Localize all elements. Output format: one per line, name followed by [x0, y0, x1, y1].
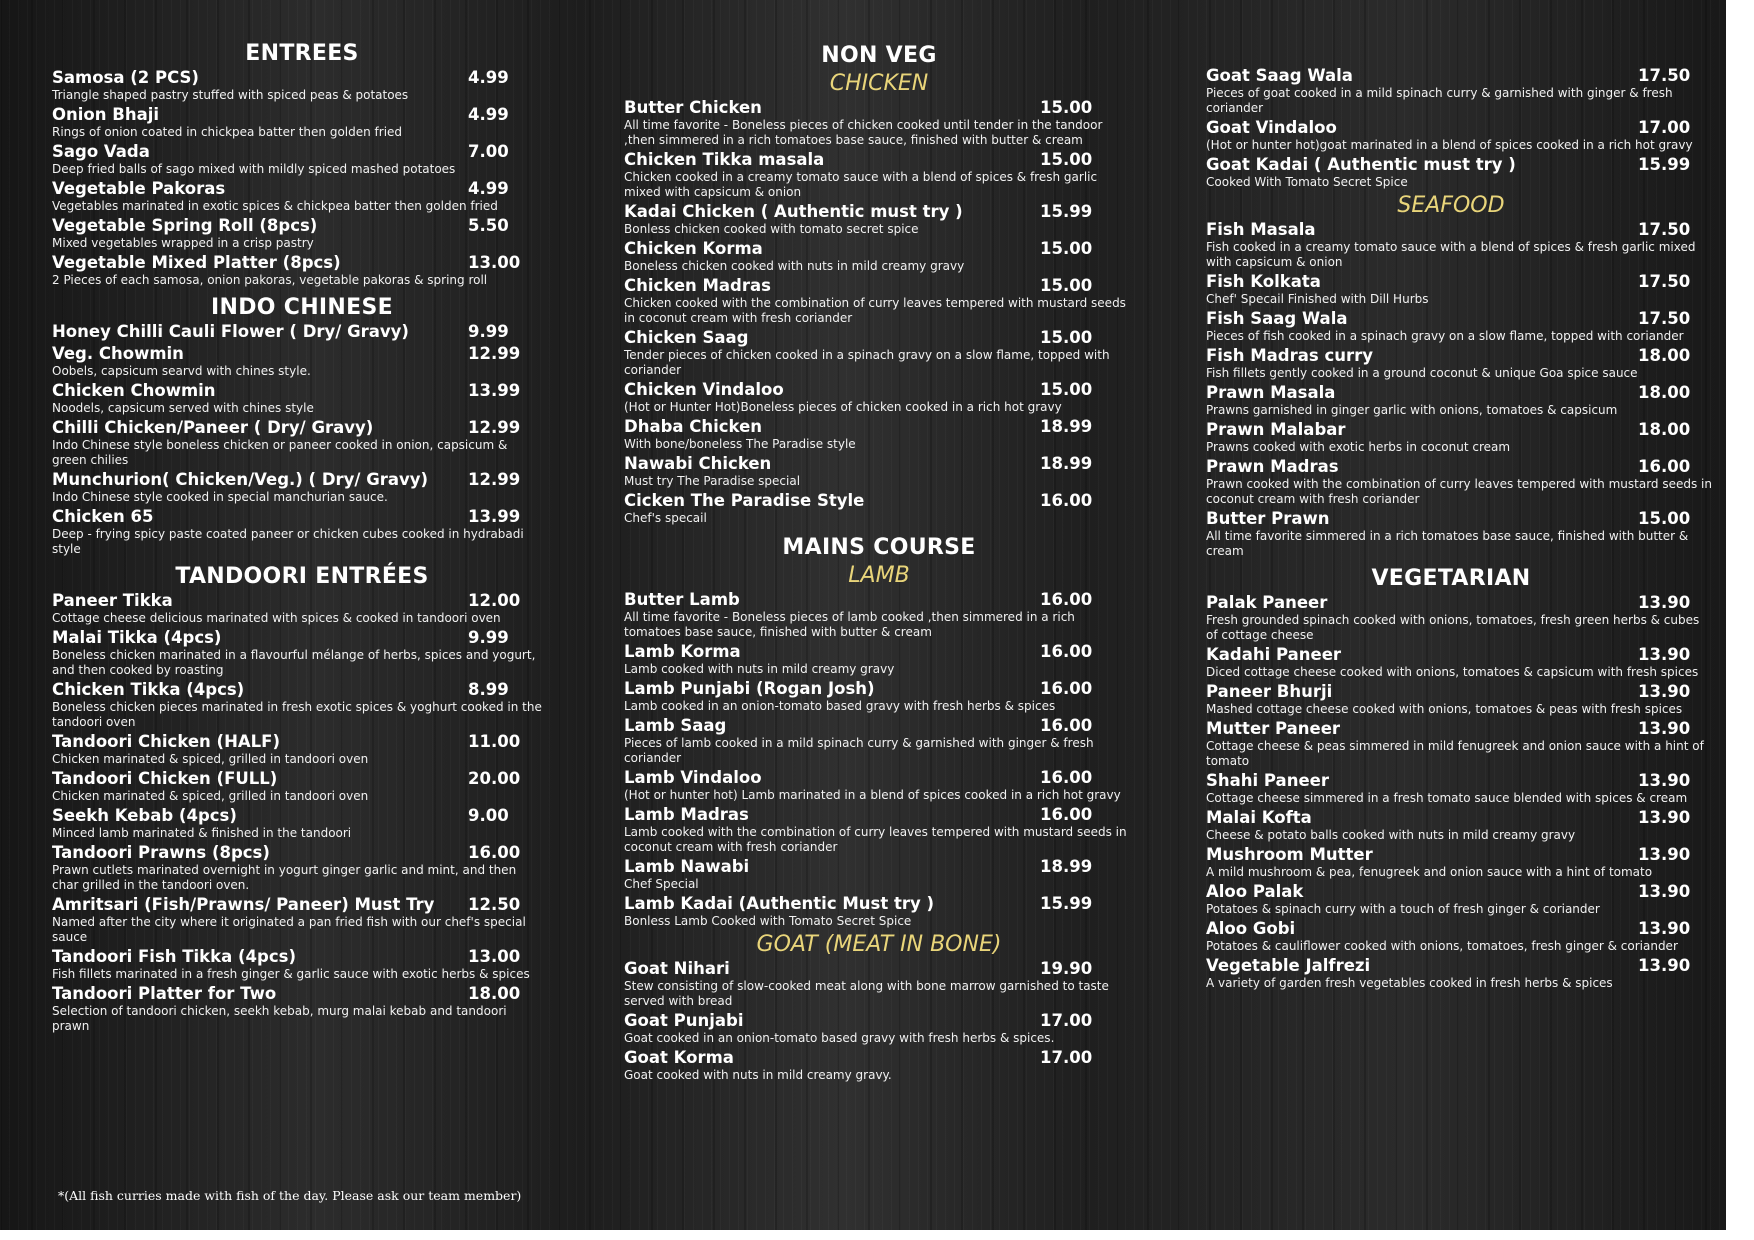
menu-item-name: Chicken Tikka (4pcs) [52, 680, 245, 699]
menu-item [1206, 956, 1716, 991]
menu-item-name: Seekh Kebab (4pcs) [52, 806, 237, 825]
menu-item-price: 13.90 [1638, 845, 1691, 864]
menu-item-price: 15.00 [1040, 150, 1093, 169]
menu-item-description: Deep fried balls of sago mixed with mildly spiced mashed potatoes [52, 162, 456, 176]
menu-item-name: Prawn Masala [1206, 383, 1336, 402]
menu-item [52, 895, 552, 945]
menu-item [52, 984, 552, 1034]
menu-item-price: 15.00 [1040, 380, 1093, 399]
menu-item-description: Indo Chinese style cooked in special manchurian sauce. [52, 490, 388, 504]
menu-item-name: Tandoori Chicken (FULL) [52, 769, 278, 788]
menu-item-description: Boneless chicken cooked with nuts in mild creamy gravy [624, 259, 965, 273]
menu-item-name: Chicken Tikka masala [624, 150, 825, 169]
menu-item-name: Nawabi Chicken [624, 454, 772, 473]
menu-item-price: 13.99 [468, 507, 521, 526]
menu-item-price: 18.99 [1040, 454, 1093, 473]
menu-item-price: 16.00 [1040, 642, 1093, 661]
section-title-indo-chinese: INDO CHINESE [211, 295, 393, 320]
menu-column-1 [52, 40, 552, 1036]
menu-item-description: Chicken marinated & spiced, grilled in tandoori oven [52, 752, 369, 766]
menu-item [1206, 808, 1716, 843]
section-title-non-veg: NON VEG [821, 43, 937, 68]
menu-item [624, 239, 1144, 274]
menu-item-description: Mixed vegetables wrapped in a crisp pastry [52, 236, 314, 250]
menu-item-name: Dhaba Chicken [624, 417, 763, 436]
menu-item-name: Aloo Palak [1206, 882, 1304, 901]
menu-item-name: Lamb Vindaloo [624, 768, 762, 787]
menu-item [52, 105, 552, 140]
menu-item-description: Cottage cheese delicious marinated with spices & cooked in tandoori oven [52, 611, 501, 625]
menu-item-price: 16.00 [468, 843, 521, 862]
menu-item-description: A variety of garden fresh vegetables cooked in fresh herbs & spices [1206, 976, 1613, 990]
menu-item-price: 12.99 [468, 344, 521, 363]
menu-item [624, 716, 1144, 766]
menu-item-description: Named after the city where it originated a pan fried fish with our chef's special sauce [52, 915, 526, 944]
page-margin-right [1726, 0, 1754, 1240]
menu-item-name: Malai Kofta [1206, 808, 1312, 827]
menu-item-name: Fish Saag Wala [1206, 309, 1348, 328]
menu-item-price: 4.99 [468, 105, 509, 124]
menu-item-description: Fish cooked in a creamy tomato sauce with a blend of spices & fresh garlic mixed with capsicum & onion [1206, 240, 1696, 269]
menu-item-price: 18.00 [1638, 346, 1691, 365]
menu-item-price: 16.00 [1638, 457, 1691, 476]
menu-item-name: Chicken Madras [624, 276, 771, 295]
menu-item [624, 679, 1144, 714]
menu-item [624, 98, 1144, 148]
menu-item-name: Amritsari (Fish/Prawns/ Paneer) Must Try [52, 895, 435, 914]
menu-item [52, 142, 552, 177]
menu-item-description: Diced cottage cheese cooked with onions, tomatoes & capsicum with fresh spices [1206, 665, 1699, 679]
menu-item-name: Veg. Chowmin [52, 344, 184, 363]
menu-item-description: Selection of tandoori chicken, seekh kebab, murg malai kebab and tandoori prawn [52, 1004, 507, 1033]
menu-item [624, 590, 1144, 640]
menu-item-description: Triangle shaped pastry stuffed with spiced peas & potatoes [52, 88, 409, 102]
menu-item-description: Noodels, capsicum served with chines style [52, 401, 314, 415]
menu-item-description: Boneless chicken marinated in a flavourful mélange of herbs, spices and yogurt, and then cooked by roasting [52, 648, 536, 677]
menu-item-description: Chicken cooked in a creamy tomato sauce with a blend of spices & fresh garlic mixed with capsicum & onion [624, 170, 1098, 199]
menu-item-price: 9.99 [468, 322, 509, 341]
menu-item [1206, 919, 1716, 954]
menu-item [52, 628, 552, 678]
menu-item-description: Prawn cutlets marinated overnight in yogurt ginger garlic and mint, and then char grilled in the tandoori oven. [52, 863, 517, 892]
menu-item-price: 16.00 [1040, 679, 1093, 698]
menu-item-description: Must try The Paradise special [624, 474, 801, 488]
menu-item [624, 491, 1144, 526]
menu-item-name: Kadai Chicken ( Authentic must try ) [624, 202, 963, 221]
menu-item [624, 1048, 1144, 1083]
menu-item-price: 9.99 [468, 628, 509, 647]
menu-column-2 [624, 42, 1144, 1085]
menu-item-name: Vegetable Spring Roll (8pcs) [52, 216, 318, 235]
menu-item-price: 16.00 [1040, 805, 1093, 824]
menu-item [1206, 155, 1716, 190]
menu-item-price: 13.90 [1638, 882, 1691, 901]
menu-item-description: All time favorite - Boneless pieces of lamb cooked ,then simmered in a rich tomatoes base sauce, finished with butter & cream [624, 610, 1075, 639]
menu-item-price: 15.99 [1040, 894, 1093, 913]
menu-item-description: Prawns cooked with exotic herbs in coconut cream [1206, 440, 1511, 454]
menu-item-price: 15.00 [1040, 276, 1093, 295]
menu-item [52, 470, 552, 505]
menu-item-description: Prawns garnished in ginger garlic with onions, tomatoes & capsicum [1206, 403, 1618, 417]
menu-item [1206, 272, 1716, 307]
menu-item-name: Tandoori Prawns (8pcs) [52, 843, 270, 862]
menu-item-price: 17.00 [1638, 118, 1691, 137]
menu-item-name: Chicken Korma [624, 239, 763, 258]
menu-item-description: Cooked With Tomato Secret Spice [1206, 175, 1408, 189]
menu-item-description: Boneless chicken pieces marinated in fresh exotic spices & yoghurt cooked in the tandoori oven [52, 700, 542, 729]
menu-item-name: Shahi Paneer [1206, 771, 1329, 790]
menu-item [624, 454, 1144, 489]
menu-item [52, 381, 552, 416]
menu-item-price: 13.99 [468, 381, 521, 400]
menu-item-description: Prawn cooked with the combination of curry leaves tempered with mustard seeds in coconut cream with fresh coriander [1206, 477, 1712, 506]
menu-item [624, 1011, 1144, 1046]
menu-item-name: Goat Korma [624, 1048, 734, 1067]
menu-item-price: 4.99 [468, 68, 509, 87]
menu-item-description: All time favorite simmered in a rich tomatoes base sauce, finished with butter & cream [1206, 529, 1689, 558]
menu-item-description: A mild mushroom & pea, fenugreek and onion sauce with a hint of tomato [1206, 865, 1653, 879]
menu-item-price: 17.50 [1638, 66, 1691, 85]
menu-item-description: Bonless chicken cooked with tomato secret spice [624, 222, 919, 236]
menu-item-name: Vegetable Pakoras [52, 179, 226, 198]
menu-item-description: 2 Pieces of each samosa, onion pakoras, vegetable pakoras & spring roll [52, 273, 488, 287]
menu-item-name: Honey Chilli Cauli Flower ( Dry/ Gravy) [52, 322, 409, 341]
menu-item-name: Aloo Gobi [1206, 919, 1296, 938]
menu-item-description: Oobels, capsicum searvd with chines style. [52, 364, 311, 378]
menu-item-name: Chilli Chicken/Paneer ( Dry/ Gravy) [52, 418, 374, 437]
menu-item-price: 12.99 [468, 470, 521, 489]
section-title-lamb: LAMB [848, 563, 910, 588]
menu-item-description: Goat cooked in an onion-tomato based gravy with fresh herbs & spices. [624, 1031, 1055, 1045]
menu-item-name: Malai Tikka (4pcs) [52, 628, 222, 647]
menu-item-name: Chicken Saag [624, 328, 749, 347]
menu-item-name: Mutter Paneer [1206, 719, 1341, 738]
menu-item-price: 18.00 [1638, 420, 1691, 439]
menu-item [1206, 845, 1716, 880]
menu-item [52, 322, 552, 342]
menu-item-name: Tandoori Platter for Two [52, 984, 277, 1003]
menu-item-name: Goat Saag Wala [1206, 66, 1353, 85]
menu-item [52, 732, 552, 767]
menu-item [52, 507, 552, 557]
menu-item-description: Chef Special [624, 877, 699, 891]
menu-item-name: Chicken 65 [52, 507, 154, 526]
menu-item-price: 12.00 [468, 591, 521, 610]
menu-item [1206, 220, 1716, 270]
menu-item-name: Palak Paneer [1206, 593, 1328, 612]
menu-item [624, 959, 1144, 1009]
menu-item-name: Goat Punjabi [624, 1011, 744, 1030]
menu-item-price: 17.50 [1638, 309, 1691, 328]
menu-item-price: 13.90 [1638, 956, 1691, 975]
section-title-chicken: CHICKEN [829, 71, 929, 96]
menu-item-description: Pieces of lamb cooked in a mild spinach curry & garnished with ginger & fresh coriander [624, 736, 1094, 765]
menu-item-price: 5.50 [468, 216, 509, 235]
menu-item-price: 15.99 [1040, 202, 1093, 221]
menu-item-description: Chicken marinated & spiced, grilled in tandoori oven [52, 789, 369, 803]
menu-item [1206, 645, 1716, 680]
menu-item [52, 947, 552, 982]
menu-item-name: Mushroom Mutter [1206, 845, 1373, 864]
menu-item [1206, 309, 1716, 344]
menu-item-name: Fish Kolkata [1206, 272, 1321, 291]
menu-item-price: 15.99 [1638, 155, 1691, 174]
menu-item-description: Pieces of goat cooked in a mild spinach curry & garnished with ginger & fresh coriander [1206, 86, 1673, 115]
menu-item-description: All time favorite - Boneless pieces of chicken cooked until tender in the tandoor ,then simmered in a rich tomatoes base sauce, finished with butter & cream [624, 118, 1103, 147]
menu-item-name: Onion Bhaji [52, 105, 160, 124]
menu-item [1206, 509, 1716, 559]
menu-item-description: Cottage cheese & peas simmered in mild fenugreek and onion sauce with a hint of tomato [1206, 739, 1704, 768]
menu-item [624, 150, 1144, 200]
menu-item-name: Lamb Korma [624, 642, 741, 661]
menu-item-price: 9.00 [468, 806, 509, 825]
menu-item-price: 18.00 [468, 984, 521, 1003]
menu-item-name: Lamb Kadai (Authentic Must try ) [624, 894, 935, 913]
menu-item-name: Butter Lamb [624, 590, 740, 609]
menu-item [1206, 346, 1716, 381]
menu-item [1206, 771, 1716, 806]
menu-item-name: Goat Kadai ( Authentic must try ) [1206, 155, 1516, 174]
menu-item [624, 380, 1144, 415]
menu-item-description: (Hot or Hunter Hot)Boneless pieces of chicken cooked in a rich hot gravy [624, 400, 1062, 414]
menu-item-description: Chef' Specail Finished with Dill Hurbs [1206, 292, 1429, 306]
menu-item-description: Lamb cooked with nuts in mild creamy gravy [624, 662, 895, 676]
menu-item-price: 16.00 [1040, 590, 1093, 609]
menu-item-name: Munchurion( Chicken/Veg.) ( Dry/ Gravy) [52, 470, 429, 489]
menu-item-price: 13.90 [1638, 682, 1691, 701]
menu-item-description: Indo Chinese style boneless chicken or paneer cooked in onion, capsicum & green chilies [52, 438, 508, 467]
menu-item [52, 806, 552, 841]
menu-item-name: Paneer Bhurji [1206, 682, 1333, 701]
menu-item-description: Chicken cooked with the combination of curry leaves tempered with mustard seeds in coconut cream with fresh coriander [624, 296, 1126, 325]
menu-item-price: 13.90 [1638, 771, 1691, 790]
menu-item-name: Goat Nihari [624, 959, 730, 978]
menu-column-3 [1206, 66, 1716, 993]
menu-item [52, 843, 552, 893]
menu-item-description: Fish fillets gently cooked in a ground coconut & unique Goa spice sauce [1206, 366, 1638, 380]
menu-item-name: Chicken Vindaloo [624, 380, 784, 399]
menu-item-description: Vegetables marinated in exotic spices & chickpea batter then golden fried [52, 199, 498, 213]
menu-item-description: Potatoes & spinach curry with a touch of fresh ginger & coriander [1206, 902, 1600, 916]
menu-item-description: Rings of onion coated in chickpea batter then golden fried [52, 125, 403, 139]
menu-item [624, 202, 1144, 237]
menu-item-price: 13.90 [1638, 719, 1691, 738]
menu-item-description: Pieces of fish cooked in a spinach gravy on a slow flame, topped with coriander [1206, 329, 1684, 343]
menu-item-price: 13.90 [1638, 645, 1691, 664]
menu-item [1206, 457, 1716, 507]
menu-item-price: 20.00 [468, 769, 521, 788]
menu-item [624, 805, 1144, 855]
menu-item-name: Tandoori Chicken (HALF) [52, 732, 280, 751]
menu-item-name: Lamb Madras [624, 805, 749, 824]
menu-item-price: 12.50 [468, 895, 521, 914]
menu-item-price: 16.00 [1040, 716, 1093, 735]
menu-item-price: 13.90 [1638, 593, 1691, 612]
menu-item-description: Cottage cheese simmered in a fresh tomato sauce blended with spices & cream [1206, 791, 1688, 805]
menu-item-description: (Hot or hunter hot) Lamb marinated in a blend of spices cooked in a rich hot gravy [624, 788, 1121, 802]
menu-item-name: Fish Masala [1206, 220, 1316, 239]
menu-item-description: Fish fillets marinated in a fresh ginger & garlic sauce with exotic herbs & spices [52, 967, 530, 981]
menu-item [624, 417, 1144, 452]
menu-item-name: Sago Vada [52, 142, 150, 161]
menu-item-name: Goat Vindaloo [1206, 118, 1337, 137]
menu-item-price: 16.00 [1040, 491, 1093, 510]
menu-item-price: 15.00 [1040, 328, 1093, 347]
menu-item-price: 7.00 [468, 142, 509, 161]
menu-item [1206, 66, 1716, 116]
menu-item-name: Kadahi Paneer [1206, 645, 1342, 664]
menu-item-price: 8.99 [468, 680, 509, 699]
menu-item [52, 179, 552, 214]
menu-item-name: Butter Prawn [1206, 509, 1330, 528]
menu-item-price: 17.00 [1040, 1048, 1093, 1067]
menu-item-description: Goat cooked with nuts in mild creamy gravy. [624, 1068, 892, 1082]
menu-item-name: Tandoori Fish Tikka (4pcs) [52, 947, 296, 966]
menu-item-price: 15.00 [1638, 509, 1691, 528]
menu-item-name: Prawn Malabar [1206, 420, 1346, 439]
menu-item [1206, 420, 1716, 455]
menu-item [52, 68, 552, 103]
section-title-mains-course: MAINS COURSE [782, 535, 976, 560]
menu-item [1206, 882, 1716, 917]
menu-item-name: Vegetable Mixed Platter (8pcs) [52, 253, 341, 272]
menu-item-name: Paneer Tikka [52, 591, 173, 610]
menu-item-name: Prawn Madras [1206, 457, 1339, 476]
fish-footnote: *(All fish curries made with fish of the day. Please ask our team member) [58, 1188, 522, 1203]
menu-item-price: 17.50 [1638, 220, 1691, 239]
menu-item-name: Lamb Nawabi [624, 857, 750, 876]
section-title-vegetarian: VEGETARIAN [1371, 566, 1531, 591]
menu-item [1206, 593, 1716, 643]
menu-item-price: 17.50 [1638, 272, 1691, 291]
menu-item-description: Mashed cottage cheese cooked with onions, tomatoes & peas with fresh spices [1206, 702, 1683, 716]
menu-item [624, 276, 1144, 326]
menu-item-name: Butter Chicken [624, 98, 762, 117]
section-title-seafood: SEAFOOD [1397, 193, 1505, 218]
menu-item-price: 19.90 [1040, 959, 1093, 978]
menu-item-name: Lamb Saag [624, 716, 727, 735]
menu-item-name: Chicken Chowmin [52, 381, 216, 400]
menu-item-name: Fish Madras curry [1206, 346, 1373, 365]
section-title-entrees: ENTREES [245, 41, 359, 66]
menu-item [624, 857, 1144, 892]
menu-item-price: 11.00 [468, 732, 521, 751]
menu-item-price: 4.99 [468, 179, 509, 198]
menu-item [52, 418, 552, 468]
menu-item-price: 15.00 [1040, 239, 1093, 258]
menu-item [624, 642, 1144, 677]
menu-item-description: Bonless Lamb Cooked with Tomato Secret Spice [624, 914, 912, 928]
menu-item-name: Vegetable Jalfrezi [1206, 956, 1371, 975]
menu-item [52, 769, 552, 804]
menu-item-price: 17.00 [1040, 1011, 1093, 1030]
menu-item [624, 894, 1144, 929]
menu-item-price: 13.90 [1638, 919, 1691, 938]
menu-item [52, 344, 552, 379]
section-title-goat-meat-in-bone: GOAT (MEAT IN BONE) [756, 932, 1002, 957]
menu-item-description: Chef's specail [624, 511, 707, 525]
menu-item-name: Cicken The Paradise Style [624, 491, 865, 510]
section-title-tandoori-entr-es: TANDOORI ENTRÉES [175, 564, 429, 589]
menu-item [1206, 719, 1716, 769]
menu-item-description: Tender pieces of chicken cooked in a spinach gravy on a slow flame, topped with coriander [624, 348, 1110, 377]
menu-item [624, 328, 1144, 378]
menu-item-name: Samosa (2 PCS) [52, 68, 199, 87]
menu-item-description: Fresh grounded spinach cooked with onions, tomatoes, fresh green herbs & cubes of cottage cheese [1206, 613, 1700, 642]
menu-item [52, 591, 552, 626]
menu-item-description: Cheese & potato balls cooked with nuts in mild creamy gravy [1206, 828, 1576, 842]
menu-item-price: 16.00 [1040, 768, 1093, 787]
menu-item-price: 18.00 [1638, 383, 1691, 402]
menu-item-price: 15.00 [1040, 98, 1093, 117]
menu-item [624, 768, 1144, 803]
menu-item-description: Minced lamb marinated & finished in the tandoori [52, 826, 352, 840]
menu-item-name: Lamb Punjabi (Rogan Josh) [624, 679, 875, 698]
menu-item-description: Stew consisting of slow-cooked meat along with bone marrow garnished to taste served with bread [624, 979, 1109, 1008]
menu-item-price: 18.99 [1040, 857, 1093, 876]
menu-item-description: (Hot or hunter hot)goat marinated in a blend of spices cooked in a rich hot gravy [1206, 138, 1693, 152]
menu-item-description: Deep - frying spicy paste coated paneer or chicken cubes cooked in hydrabadi style [52, 527, 524, 556]
page-margin-bottom [0, 1230, 1754, 1240]
menu-item-description: Potatoes & cauliflower cooked with onions, tomatoes, fresh ginger & coriander [1206, 939, 1678, 953]
menu-item-price: 13.00 [468, 253, 521, 272]
menu-item [1206, 682, 1716, 717]
menu-item [52, 253, 552, 288]
menu-item [52, 216, 552, 251]
menu-item-price: 18.99 [1040, 417, 1093, 436]
menu-item [1206, 118, 1716, 153]
menu-item [1206, 383, 1716, 418]
menu-item-price: 13.90 [1638, 808, 1691, 827]
menu-item [52, 680, 552, 730]
menu-item-description: Lamb cooked in an onion-tomato based gravy with fresh herbs & spices [624, 699, 1056, 713]
menu-item-description: With bone/boneless The Paradise style [624, 437, 856, 451]
menu-item-price: 12.99 [468, 418, 521, 437]
menu-item-price: 13.00 [468, 947, 521, 966]
menu-item-description: Lamb cooked with the combination of curry leaves tempered with mustard seeds in coconut cream with fresh coriander [624, 825, 1127, 854]
